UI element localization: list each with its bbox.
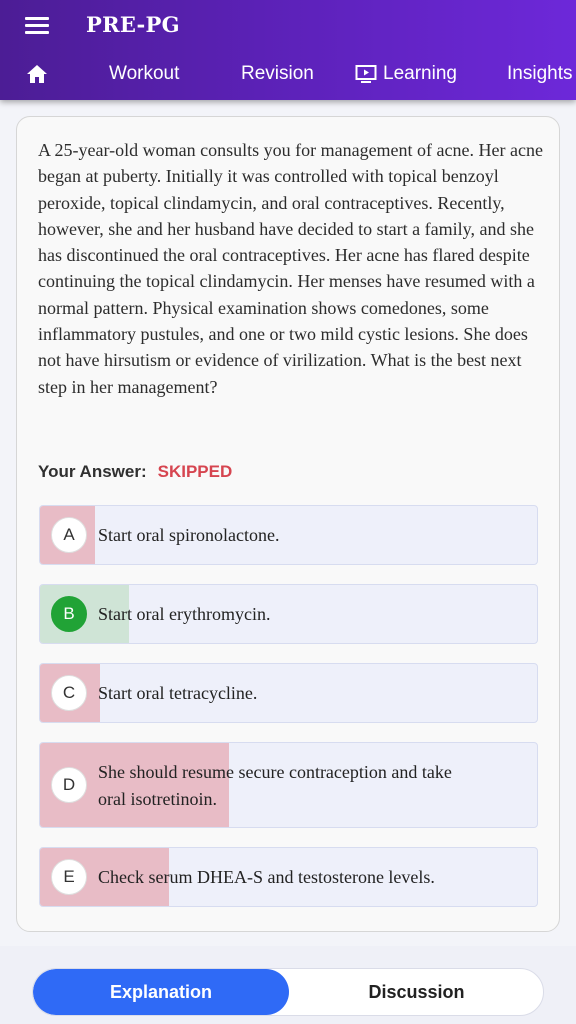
nav-home[interactable] [26, 52, 48, 96]
option-b-text: Start oral erythromycin. [98, 604, 271, 624]
option-a-text: Start oral spironolactone. [98, 525, 280, 545]
option-d-text: She should resume secure contraception and take oral isotretinoin. [98, 762, 452, 809]
option-d[interactable] [39, 742, 538, 828]
answer-status: SKIPPED [157, 462, 233, 481]
your-answer [38, 462, 232, 482]
hamburger-menu-icon[interactable] [25, 17, 49, 35]
option-b-letter: B [51, 596, 87, 632]
option-c-letter: C [51, 675, 87, 711]
nav-insights[interactable]: Insights [507, 63, 573, 84]
option-a[interactable] [39, 505, 538, 565]
option-b[interactable] [39, 584, 538, 644]
option-d-letter: D [51, 767, 87, 803]
top-nav [0, 52, 576, 96]
your-answer-label: Your Answer: [38, 462, 147, 481]
nav-revision[interactable]: Revision [241, 63, 314, 84]
option-e-letter: E [51, 859, 87, 895]
play-screen-icon [355, 64, 377, 84]
home-icon [26, 64, 48, 84]
nav-learning[interactable] [355, 52, 457, 96]
option-e-text: Check serum DHEA-S and testosterone levels. [98, 867, 435, 887]
nav-workout[interactable]: Workout [109, 63, 180, 84]
option-c-text: Start oral tetracycline. [98, 683, 258, 703]
option-c[interactable] [39, 663, 538, 723]
app-title: PRE-PG [86, 12, 180, 37]
option-e[interactable] [39, 847, 538, 907]
explanation-discussion-tabs [32, 968, 544, 1016]
question-text: A 25-year-old woman consults you for management of acne. Her acne began at puberty. Initially it was controlled with topical benzoyl peroxide, topical clindamycin, and oral contraceptives. Recently, however, she and her husband have decided to start a family, and she has discontinued the oral contraceptives. Her acne has flared despite continuing the topical clindamycin. Her menses have resumed with a normal pattern. Physical examination shows comedones, some inflammatory pustules, and one or two mild cystic lesions. She does not have hirsutism or evidence of virilization. What is the best next step in her management? [38, 140, 543, 397]
question-card [16, 116, 560, 932]
nav-learning-label: Learning [383, 63, 457, 84]
app-bar [0, 0, 576, 100]
option-a-letter: A [51, 517, 87, 553]
tab-discussion[interactable]: Discussion [368, 981, 465, 1002]
tab-explanation[interactable]: Explanation [33, 969, 289, 1015]
